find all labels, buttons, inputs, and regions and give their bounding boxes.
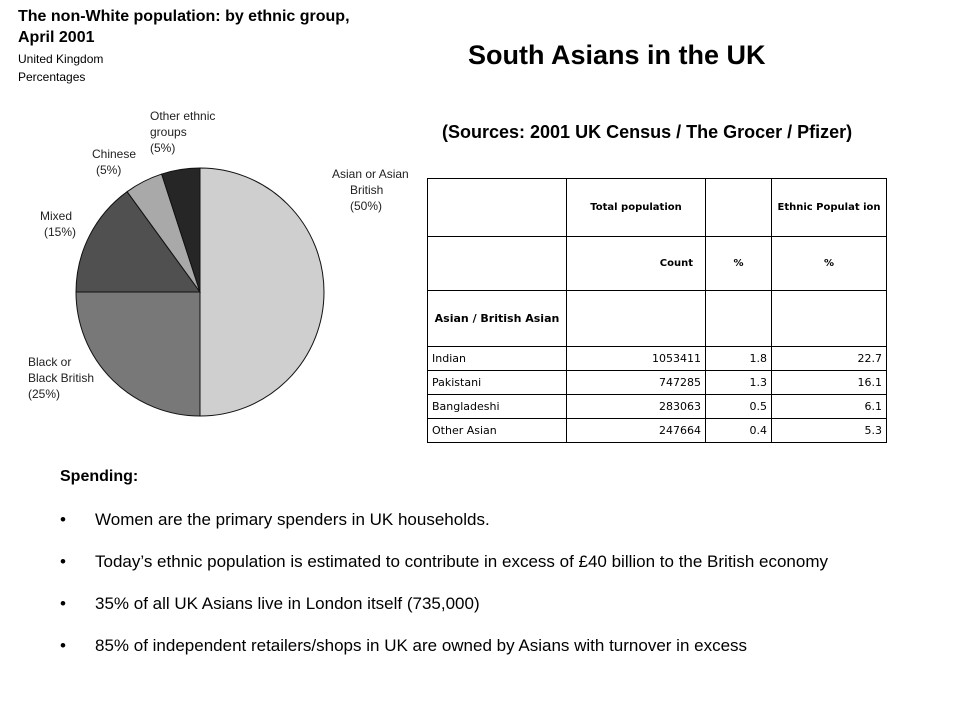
- bullet-icon: •: [60, 552, 66, 571]
- row-count: 283063: [567, 395, 706, 419]
- row-ethnic-pct: 5.3: [772, 419, 887, 443]
- chart-title-line1: The non-White population: by ethnic group,: [18, 8, 350, 25]
- row-name: Indian: [428, 347, 567, 371]
- chart-region: United Kingdom: [18, 52, 104, 66]
- row-count: 1053411: [567, 347, 706, 371]
- chart-header: [18, 6, 358, 86]
- table-subheader-row: [428, 237, 887, 291]
- row-count: 747285: [567, 371, 706, 395]
- subheader-pct-ethnic: %: [772, 237, 887, 291]
- pie-label-mixed: Mixed (15%): [40, 209, 77, 239]
- row-count: 247664: [567, 419, 706, 443]
- row-name: Other Asian: [428, 419, 567, 443]
- subheader-count: [567, 237, 706, 291]
- pie-slice-black-or-black-british: [76, 292, 200, 416]
- pie-chart: [0, 100, 420, 440]
- row-pct: 1.8: [706, 347, 772, 371]
- row-pct: 0.4: [706, 419, 772, 443]
- chart-title-line2: April 2001: [18, 29, 95, 46]
- table-row: [428, 395, 887, 419]
- row-name: Pakistani: [428, 371, 567, 395]
- group-empty-cell-2: [706, 291, 772, 347]
- row-ethnic-pct: 16.1: [772, 371, 887, 395]
- bullet-icon: •: [60, 510, 66, 529]
- bullet-icon: •: [60, 636, 66, 655]
- row-pct: 0.5: [706, 395, 772, 419]
- bullet-text: Women are the primary spenders in UK households.: [95, 510, 490, 529]
- subheader-pct: %: [706, 237, 772, 291]
- row-ethnic-pct: 6.1: [772, 395, 887, 419]
- spending-bullets: [60, 510, 940, 678]
- subheader-empty-cell: [428, 237, 567, 291]
- slide-title: South Asians in the UK: [468, 40, 766, 70]
- table-row: [428, 419, 887, 443]
- subheader-count-text: Count: [659, 258, 693, 269]
- bullet-text: Today’s ethnic population is estimated to contribute in excess of £40 billion to the British economy: [95, 552, 828, 571]
- header-ethnic-population: Ethnic Populat ion: [772, 179, 887, 237]
- bullet-icon: •: [60, 594, 66, 613]
- row-ethnic-pct: 22.7: [772, 347, 887, 371]
- header-empty-cell-2: [706, 179, 772, 237]
- bullet-text: 35% of all UK Asians live in London itself (735,000): [95, 594, 480, 613]
- row-pct: 1.3: [706, 371, 772, 395]
- header-total-population: Total population: [567, 179, 706, 237]
- pie-label-black-or-black-british: Black or Black British (25%): [28, 355, 95, 401]
- list-item: [60, 552, 940, 572]
- header-empty-cell: [428, 179, 567, 237]
- pie-slice-asian-or-asian-british: [200, 168, 324, 416]
- pie-label-asian-or-asian-british: Asian or Asian British (50%): [332, 167, 409, 213]
- group-empty-cell-3: [772, 291, 887, 347]
- list-item: [60, 510, 940, 530]
- row-name: Bangladeshi: [428, 395, 567, 419]
- sources-line: (Sources: 2001 UK Census / The Grocer / Pfizer): [442, 122, 853, 142]
- population-table: [427, 178, 887, 443]
- table-group-row: [428, 291, 887, 347]
- group-label: Asian / British Asian: [428, 291, 567, 347]
- spending-title: Spending:: [60, 468, 139, 485]
- list-item: [60, 636, 940, 656]
- bullet-text: 85% of independent retailers/shops in UK are owned by Asians with turnover in excess: [95, 636, 748, 655]
- list-item: [60, 594, 940, 614]
- table-row: [428, 371, 887, 395]
- table-header-row: [428, 179, 887, 237]
- chart-unit: Percentages: [18, 70, 86, 84]
- pie-label-other-ethnic-groups: Other ethnic groups (5%): [150, 109, 216, 155]
- group-empty-cell: [567, 291, 706, 347]
- table-row: [428, 347, 887, 371]
- pie-label-chinese: Chinese (5%): [92, 147, 137, 177]
